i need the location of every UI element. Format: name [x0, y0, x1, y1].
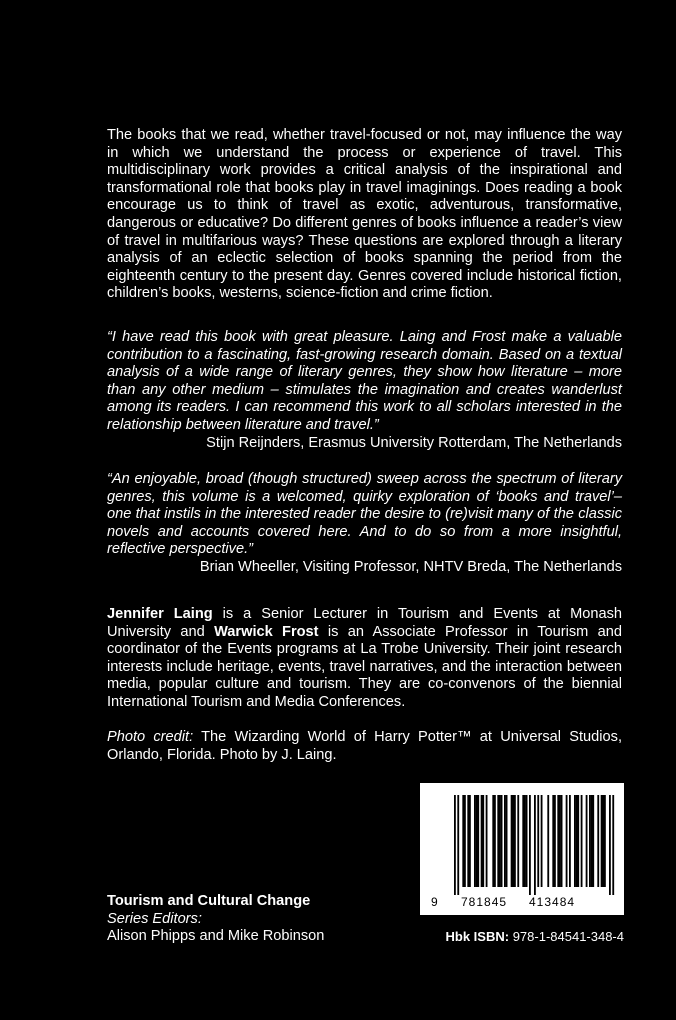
barcode-bar: [574, 795, 576, 887]
barcode-bar: [552, 795, 554, 887]
barcode: [420, 783, 624, 915]
barcode-bar: [499, 795, 501, 887]
series-title: Tourism and Cultural Change: [107, 893, 311, 909]
barcode-bar: [497, 795, 499, 887]
barcode-bar: [457, 795, 459, 895]
barcode-bar: [504, 795, 506, 887]
review-1-quote: “I have read this book with great pleasure. Laing and Frost make a valuable contribution to a fascinating, fast-growing research domain. Based on a textual analysis of a wide range of literary genres, they show how literature – more than any other medium – stimulates the imagination and creates wanderlust among its readers. I can recommend this work to all scholars interested in the relationship between literature and travel.”: [107, 329, 622, 433]
barcode-bar: [494, 795, 496, 887]
barcode-bar: [602, 795, 604, 887]
barcode-bar: [476, 795, 478, 887]
review-1: [107, 329, 622, 452]
barcode-bar: [462, 795, 464, 887]
series-editors-label: Series Editors:: [107, 910, 202, 927]
isbn-label: Hbk ISBN:: [445, 929, 510, 944]
barcode-bar: [569, 795, 571, 887]
barcode-bar: [601, 795, 603, 887]
barcode-bar: [501, 795, 503, 887]
barcode-bar: [454, 795, 456, 895]
author-1-name: Jennifer Laing: [107, 606, 213, 622]
author-bio: [107, 606, 622, 712]
barcode-bar: [589, 795, 591, 887]
barcode-bar: [477, 795, 479, 887]
series-editors-names: Alison Phipps and Mike Robinson: [107, 928, 325, 945]
photo-credit: [107, 729, 622, 764]
barcode-bar: [482, 795, 484, 887]
barcode-bar: [597, 795, 599, 887]
barcode-bar: [467, 795, 469, 887]
barcode-bar: [537, 795, 539, 887]
review-2: [107, 471, 622, 577]
barcode-bar: [577, 795, 579, 887]
barcode-bar: [581, 795, 583, 887]
barcode-bar: [566, 795, 568, 887]
author-bio-text-1: is a Senior Lecturer in Tourism and Events at Monash University and: [107, 606, 622, 640]
barcode-bar: [514, 795, 516, 887]
isbn-value: 978-1-84541-348-4: [509, 929, 624, 944]
barcode-bar: [506, 795, 508, 887]
barcode-bar: [492, 795, 494, 887]
barcode-bar: [464, 795, 466, 887]
barcode-bar: [541, 795, 543, 887]
description-paragraph: The books that we read, whether travel-focused or not, may influence the way in which we understand the process or experience of travel. This multidisciplinary work provides a critical analysis of the inspirational and transformational role that books play in travel imaginings. Does reading a book encourage us to think of travel as exotic, adventurous, transformative, dangerous or educative? Do different genres of books influence a reader’s view of travel in multifarious ways? These questions are explored through a literary analysis of an eclectic selection of books spanning the period from the eighteenth century to the present day. Genres covered include historical fiction, children’s books, westerns, science-fiction and crime fiction.: [107, 127, 622, 302]
barcode-bar: [481, 795, 483, 887]
barcode-bar: [522, 795, 524, 887]
barcode-bar: [591, 795, 593, 887]
barcode-digits-left: 781845: [461, 895, 508, 909]
review-2-quote: “An enjoyable, broad (though structured) sweep across the spectrum of literary genres, this volume is a welcomed, quirky exploration of ‘books and travel’– one that instils in the interested reader the desire to (re)visit many of the classic novels and accounts covered here. And to do so from a more insightful, reflective perspective.”: [107, 471, 622, 558]
barcode-bar: [557, 795, 559, 887]
barcode-bar: [511, 795, 513, 887]
photo-credit-text: The Wizarding World of Harry Potter™ at Universal Studios, Orlando, Florida. Photo by J. Laing.: [107, 729, 623, 763]
barcode-bar: [524, 795, 526, 887]
barcode-bar: [586, 795, 588, 887]
barcode-bar: [609, 795, 611, 895]
barcode-bar: [547, 795, 549, 887]
barcode-bar: [529, 795, 531, 895]
barcode-digit-first: 9: [431, 895, 439, 909]
isbn: [420, 928, 624, 946]
review-1-attribution: Stijn Reijnders, Erasmus University Rotterdam, The Netherlands: [206, 434, 622, 451]
barcode-bar: [526, 795, 528, 887]
barcode-bar: [512, 795, 514, 887]
barcode-bars: [420, 783, 624, 915]
barcode-bar: [592, 795, 594, 887]
barcode-bar: [612, 795, 614, 895]
barcode-bar: [469, 795, 471, 887]
barcode-bar: [474, 795, 476, 887]
barcode-bar: [534, 795, 536, 895]
barcode-bar: [604, 795, 606, 887]
barcode-bar: [517, 795, 519, 887]
photo-credit-label: Photo credit:: [107, 729, 194, 745]
review-2-attribution: Brian Wheeller, Visiting Professor, NHTV Breda, The Netherlands: [199, 558, 622, 575]
barcode-digits-right: 413484: [529, 895, 576, 909]
author-2-name: Warwick Frost: [214, 623, 319, 640]
barcode-bar: [486, 795, 488, 887]
barcode-bar: [561, 795, 563, 887]
barcode-bar: [576, 795, 578, 887]
barcode-bar: [554, 795, 556, 887]
series-info: [107, 893, 407, 946]
barcode-bar: [559, 795, 561, 887]
author-bio-text-2: is an Associate Professor in Tourism and coordinator of the Events programs at La Trobe University. Their joint research interests include heritage, events, travel narratives, and the interaction between media, popular culture and tourism. They are co-convenors of the biennial International Tourism and Media Conferences.: [107, 623, 622, 710]
